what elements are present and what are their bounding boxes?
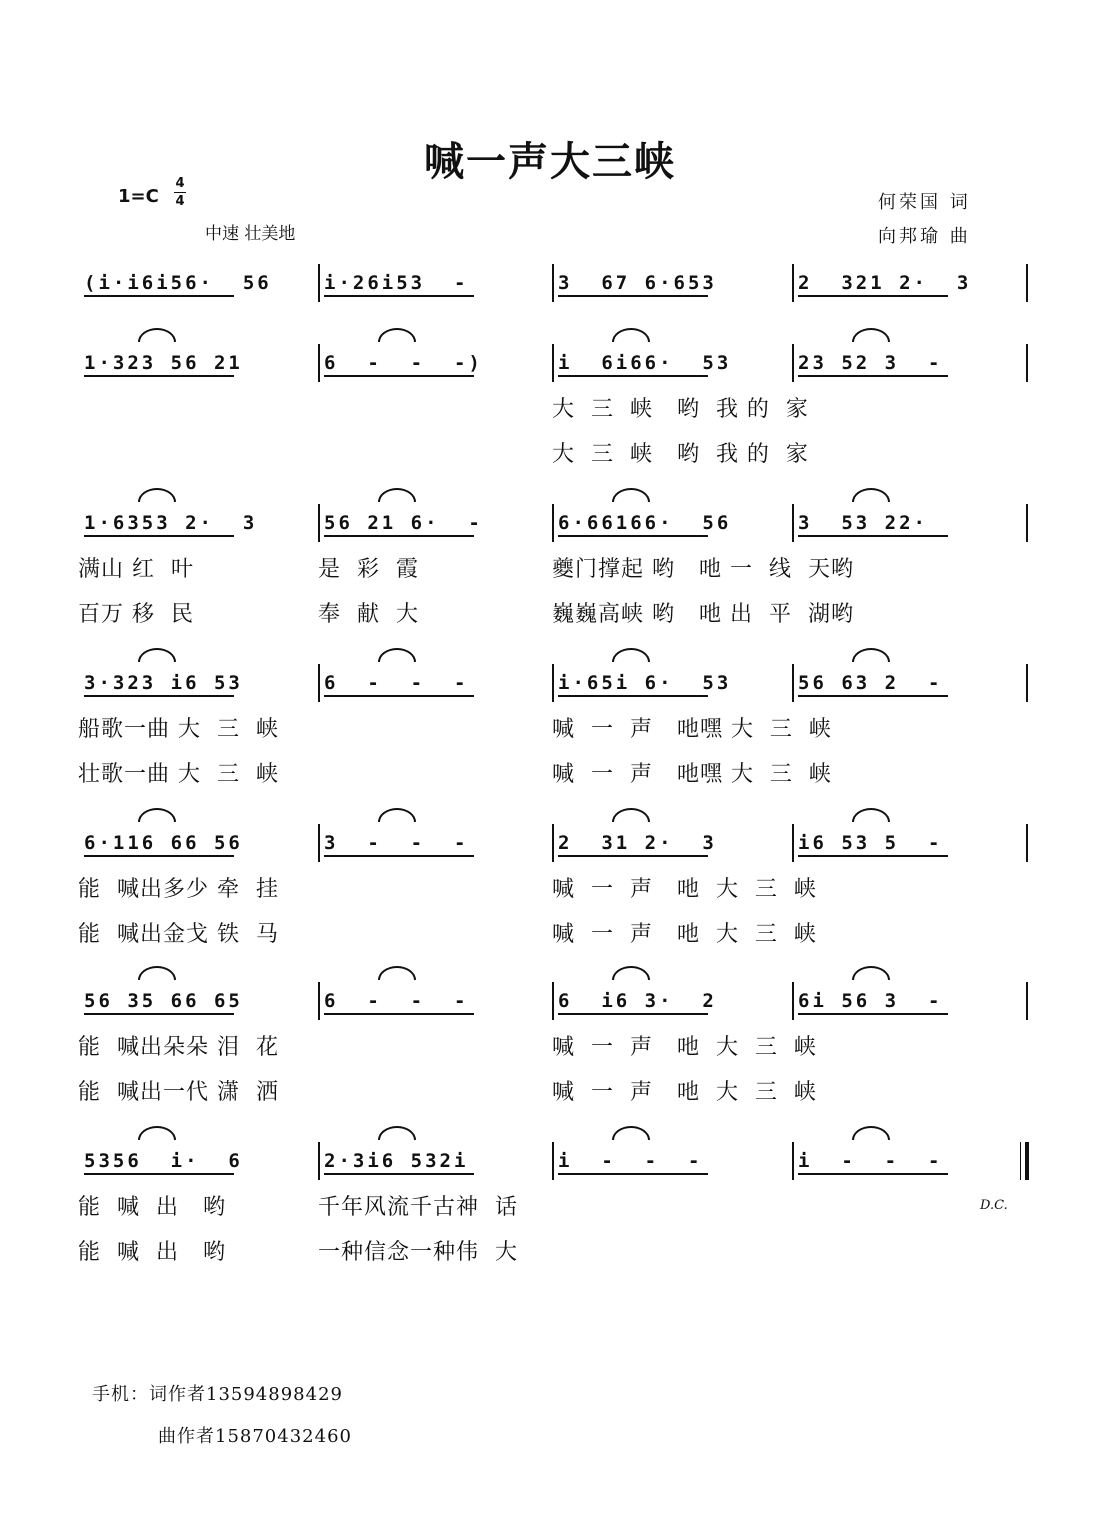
bar-line [552,344,554,382]
measure: 6·66166· 56 [558,512,732,534]
beam-line [798,695,948,697]
measure: 1·323 56 21 [84,352,243,374]
measure: 3 53 22· [798,512,928,534]
beam-line [324,375,474,377]
bar-line [552,982,554,1020]
bar-line [792,1142,794,1180]
slur-mark [378,1126,416,1140]
slur-mark [138,648,176,662]
lyric-segment: 巍巍高峡 哟 吔 出 平 湖哟 [552,602,854,627]
lyric-segment: 喊 一 声 吔 大 三 峡 [552,922,817,947]
bar-line [318,982,320,1020]
slur-mark [378,966,416,980]
beam-line [324,695,474,697]
slur-mark [378,648,416,662]
beam-line [558,855,708,857]
slur-mark [138,1126,176,1140]
measure: i 6i66· 53 [558,352,732,374]
bar-line [1026,504,1028,542]
lyric-segment: 能 喊 出 哟 [78,1195,226,1220]
slur-mark [378,328,416,342]
beam-line [84,695,234,697]
bar-line [1026,664,1028,702]
beam-line [324,855,474,857]
lyric-segment: 夔门撑起 哟 吔 一 线 天哟 [552,557,854,582]
measure: 5356 i· 6 [84,1150,243,1172]
final-bar-line [1020,1142,1021,1180]
bar-line [318,824,320,862]
song-title: 喊一声大三峡 [424,138,676,185]
lyric-segment: 喊 一 声 吔 大 三 峡 [552,877,817,902]
stave-line-2 [78,342,1028,384]
bar-line [318,264,320,302]
beam-line [84,295,234,297]
beam-line [558,375,708,377]
measure: i·26i53 - [324,272,469,294]
slur-mark [138,966,176,980]
measure: 6·116 66 56 [84,832,243,854]
da-capo-mark: D.C. [980,1198,1008,1213]
measure: i·65i 6· 53 [558,672,732,694]
lyric-segment: 船歌一曲 大 三 峡 [78,717,279,742]
beam-line [798,1013,948,1015]
bar-line [1026,264,1028,302]
measure: 2 321 2· 3 [798,272,972,294]
measure: i - - - [558,1150,703,1172]
beam-line [84,535,234,537]
bar-line [318,664,320,702]
stave-line-3 [78,502,1028,544]
bar-line [318,344,320,382]
slur-mark [378,808,416,822]
beam-line [798,375,948,377]
beam-line [84,855,234,857]
measure: 23 52 3 - [798,352,943,374]
measure: 6 i6 3· 2 [558,990,717,1012]
slur-mark [852,966,890,980]
slur-mark [138,488,176,502]
phone-composer: 曲作者15870432460 [158,1426,352,1447]
slur-mark [852,328,890,342]
measure: 6 - - - [324,672,469,694]
beam-line [798,535,948,537]
lyric-segment: 奉 献 大 [318,602,419,627]
slur-mark [138,328,176,342]
lyricist-credit: 何荣国 词 [878,192,971,213]
bar-line [792,664,794,702]
lyric-segment: 大 三 峡 哟 我 的 家 [552,397,809,422]
bar-line [552,824,554,862]
slur-mark [378,488,416,502]
beam-line [558,295,708,297]
bar-line [1026,344,1028,382]
tempo-marking: 中速 壮美地 [205,224,296,244]
bar-line [792,982,794,1020]
lyric-segment: 是 彩 霞 [318,557,419,582]
key-signature: 1=C [118,186,159,207]
phone-lyricist: 手机：词作者13594898429 [92,1384,343,1405]
lyric-segment: 能 喊 出 哟 [78,1240,226,1265]
bar-line [792,504,794,542]
lyric-segment: 满山 红 叶 [78,557,194,582]
lyric-segment: 千年风流千古神 话 [318,1195,518,1220]
meter-bottom: 4 [175,194,185,209]
measure: 56 35 66 65 [84,990,243,1012]
bar-line [1026,982,1028,1020]
lyric-segment: 能 喊出朵朵 泪 花 [78,1035,279,1060]
beam-line [558,535,708,537]
final-bar-line-thick [1025,1142,1029,1180]
lyric-segment: 百万 移 民 [78,602,194,627]
slur-mark [612,488,650,502]
slur-mark [138,808,176,822]
meter-top: 4 [175,176,185,191]
beam-line [84,375,234,377]
stave-line-5 [78,822,1028,864]
bar-line [552,1142,554,1180]
lyric-segment: 喊 一 声 吔 大 三 峡 [552,1035,817,1060]
slur-mark [612,1126,650,1140]
bar-line [792,824,794,862]
beam-line [324,295,474,297]
beam-line [558,695,708,697]
beam-line [324,1173,474,1175]
measure: i6 53 5 - [798,832,943,854]
slur-mark [612,966,650,980]
bar-line [552,264,554,302]
measure: 6 - - -) [324,352,483,374]
lyric-segment: 壮歌一曲 大 三 峡 [78,762,279,787]
lyric-segment: 能 喊出一代 潇 洒 [78,1080,279,1105]
stave-line-7 [78,1140,1028,1182]
composer-credit: 向邦瑜 曲 [878,226,971,247]
lyric-segment: 喊 一 声 吔嘿 大 三 峡 [552,762,832,787]
bar-line [552,504,554,542]
measure: 6i 56 3 - [798,990,943,1012]
lyric-segment: 喊 一 声 吔嘿 大 三 峡 [552,717,832,742]
slur-mark [852,808,890,822]
beam-line [324,535,474,537]
slur-mark [612,328,650,342]
meter-divider [174,192,186,193]
bar-line [792,344,794,382]
slur-mark [612,808,650,822]
measure: 56 63 2 - [798,672,943,694]
bar-line [318,1142,320,1180]
measure: 3·323 i6 53 [84,672,243,694]
slur-mark [852,488,890,502]
measure: (i·i6i56· 56 [84,272,272,294]
measure: 56 21 6· - [324,512,483,534]
beam-line [84,1173,234,1175]
beam-line [558,1173,708,1175]
slur-mark [612,648,650,662]
time-signature [174,176,186,209]
measure: 6 - - - [324,990,469,1012]
measure: 1·6353 2· 3 [84,512,258,534]
bar-line [792,264,794,302]
measure: i - - - [798,1150,943,1172]
measure: 2 31 2· 3 [558,832,717,854]
lyric-segment: 喊 一 声 吔 大 三 峡 [552,1080,817,1105]
measure: 3 67 6·653 [558,272,717,294]
slur-mark [852,648,890,662]
stave-line-4 [78,662,1028,704]
stave-line-6 [78,980,1028,1022]
measure: 3 - - - [324,832,469,854]
bar-line [1026,824,1028,862]
beam-line [84,1013,234,1015]
slur-mark [852,1126,890,1140]
measure: 2·3i6 532i [324,1150,469,1172]
beam-line [558,1013,708,1015]
lyric-segment: 能 喊出多少 牵 挂 [78,877,279,902]
beam-line [798,1173,948,1175]
stave-line-1 [78,262,1028,304]
bar-line [318,504,320,542]
beam-line [798,295,948,297]
bar-line [552,664,554,702]
lyric-segment: 能 喊出金戈 铁 马 [78,922,279,947]
lyric-segment: 大 三 峡 哟 我 的 家 [552,442,809,467]
beam-line [798,855,948,857]
beam-line [324,1013,474,1015]
lyric-segment: 一种信念一种伟 大 [318,1240,518,1265]
